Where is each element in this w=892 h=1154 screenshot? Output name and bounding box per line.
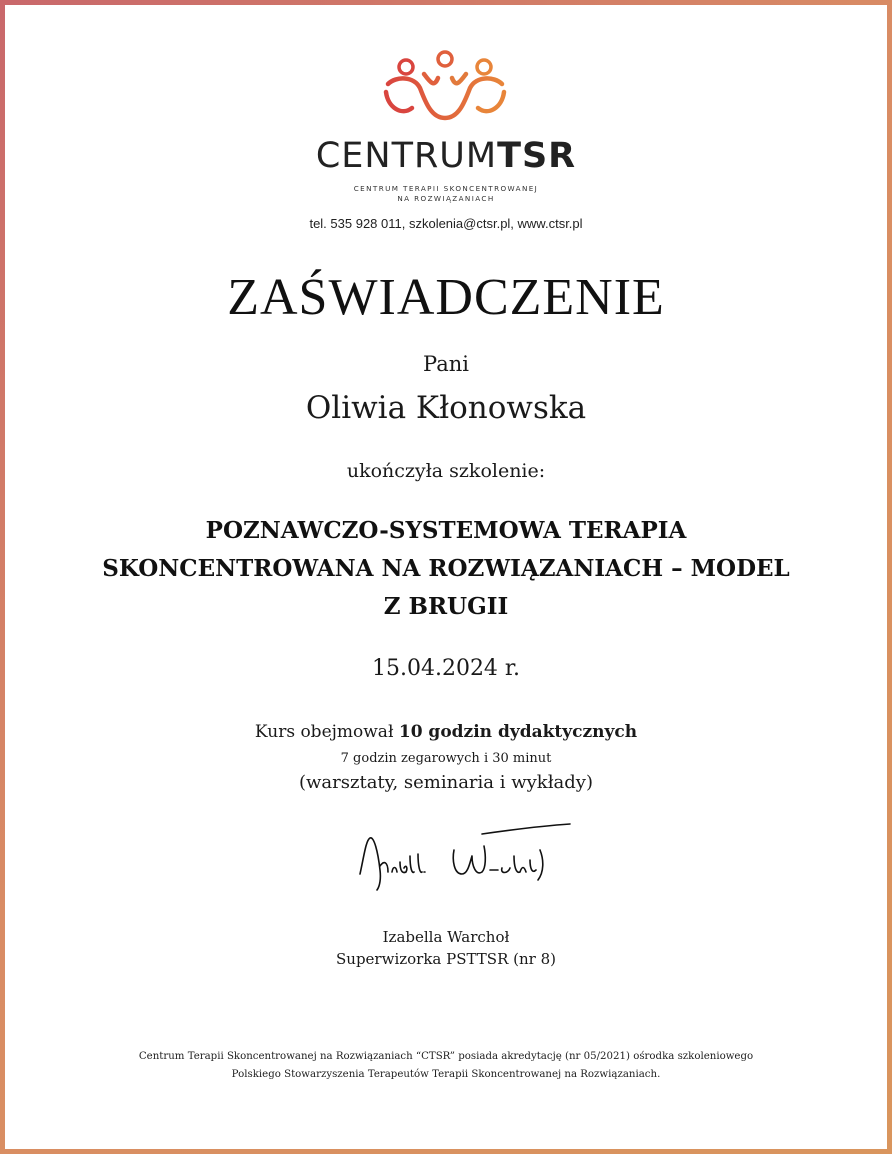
course-title: POZNAWCZO-SYSTEMOWA TERAPIA SKONCENTROWANA NA ROZWIĄZANIACH – MODEL Z BRUGII (102, 517, 790, 620)
clock-hours: 7 godzin zegarowych i 30 minut (340, 751, 552, 766)
signer-role: Superwizorka PSTTSR (nr 8) (336, 950, 556, 968)
brand-name: CENTRUMTSR (315, 136, 577, 176)
completed-text: ukończyła szkolenie: (346, 460, 546, 482)
accreditation-note: Centrum Terapii Skoncentrowanej na Rozwiązaniach “CTSR” posiada akredytację (nr 05/2021) ośrodka szkoleniowego Polskiego Stowarzyszenia Terapeutów Terapii Skoncentrowanej na Rozwiązaniach. (138, 1051, 754, 1080)
ctsr-logo-icon (380, 48, 510, 128)
salutation: Pani (423, 352, 469, 376)
course-date: 15.04.2024 r. (371, 656, 521, 681)
signature-icon (350, 816, 580, 900)
signer-name: Izabella Warchoł (382, 928, 510, 946)
course-hours: Kurs obejmował 10 godzin dydaktycznych (254, 722, 638, 742)
contact-info: tel. 535 928 011, szkolenia@ctsr.pl, www.ctsr.pl (309, 216, 583, 231)
course-forms: (warsztaty, seminaria i wykłady) (298, 772, 593, 793)
brand-tagline: CENTRUM TERAPII SKONCENTROWANEJ NA ROZWIĄZANIACH (353, 184, 539, 203)
recipient-name: Oliwia Kłonowska (305, 390, 587, 426)
certificate-title: ZAŚWIADCZENIE (227, 269, 665, 326)
